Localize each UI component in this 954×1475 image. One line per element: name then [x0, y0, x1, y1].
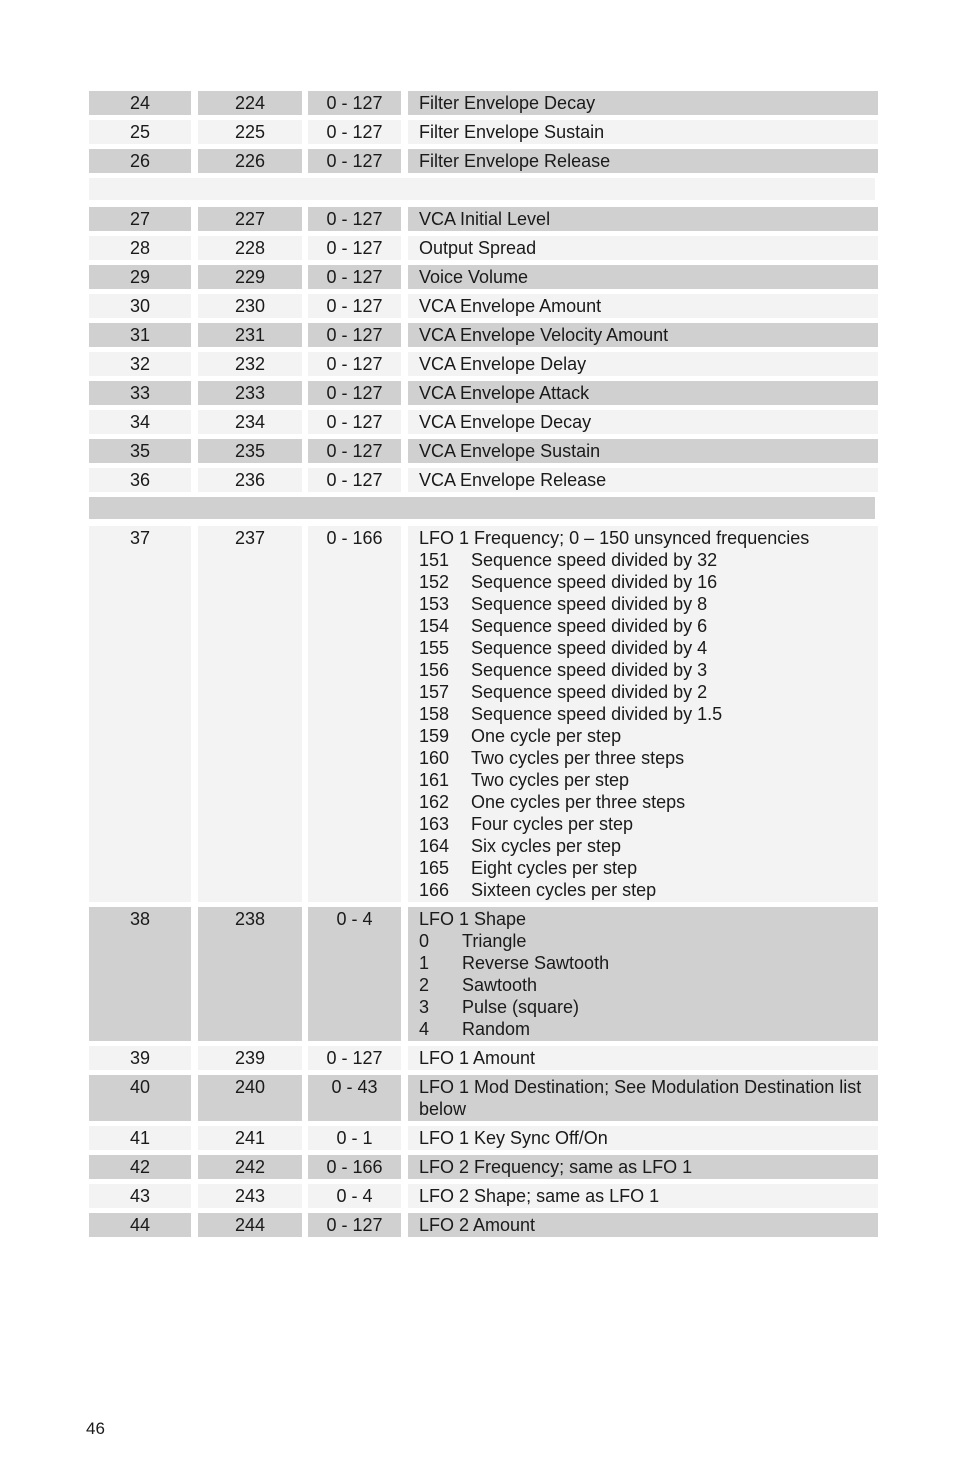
option-label: Sawtooth [462, 975, 538, 995]
option-code: 163 [419, 814, 450, 834]
option-item [419, 725, 872, 747]
table-row [89, 323, 878, 347]
table-row [89, 439, 878, 463]
sysex-cell: 224 [198, 91, 302, 115]
range-cell: 0 - 127 [308, 410, 401, 434]
option-item [419, 996, 872, 1018]
table-row [89, 352, 878, 376]
nrpn-cell: 34 [89, 410, 191, 434]
option-item [419, 1018, 872, 1040]
description-cell: Filter Envelope Decay [408, 91, 878, 115]
option-label: Triangle [462, 931, 527, 951]
range-cell: 0 - 127 [308, 91, 401, 115]
sysex-cell: 230 [198, 294, 302, 318]
description-cell: Filter Envelope Sustain [408, 120, 878, 144]
option-code: 157 [419, 682, 450, 702]
table-row [89, 1126, 878, 1150]
option-code: 151 [419, 550, 450, 570]
range-cell: 0 - 127 [308, 294, 401, 318]
range-cell: 0 - 127 [308, 468, 401, 492]
option-code: 156 [419, 660, 450, 680]
option-label: Pulse (square) [462, 997, 580, 1017]
option-item [419, 637, 872, 659]
sysex-cell: 227 [198, 207, 302, 231]
sysex-cell: 226 [198, 149, 302, 173]
description-cell: LFO 1 Amount [408, 1046, 878, 1070]
table-row [89, 265, 878, 289]
range-cell: 0 - 127 [308, 439, 401, 463]
description-text: LFO 1 Frequency; 0 – 150 unsynced frequencies [419, 528, 810, 548]
option-item [419, 930, 872, 952]
option-label: Two cycles per three steps [471, 748, 685, 768]
option-code: 155 [419, 638, 450, 658]
option-item [419, 952, 872, 974]
sysex-cell: 232 [198, 352, 302, 376]
description-cell: LFO 1 Mod Destination; See Modulation Destination list below [408, 1075, 878, 1121]
description-cell: LFO 2 Amount [408, 1213, 878, 1237]
range-cell: 0 - 127 [308, 381, 401, 405]
option-item [419, 974, 872, 996]
option-code: 0 [419, 931, 430, 951]
sysex-cell: 233 [198, 381, 302, 405]
option-item [419, 769, 872, 791]
range-cell: 0 - 1 [308, 1126, 401, 1150]
table-row [89, 149, 878, 173]
option-label: Sixteen cycles per step [471, 880, 657, 900]
option-label: Six cycles per step [471, 836, 622, 856]
nrpn-cell: 40 [89, 1075, 191, 1121]
nrpn-cell: 32 [89, 352, 191, 376]
table-row [89, 1046, 878, 1070]
nrpn-cell: 29 [89, 265, 191, 289]
range-cell: 0 - 166 [308, 1155, 401, 1179]
description-cell: Output Spread [408, 236, 878, 260]
description-cell: VCA Initial Level [408, 207, 878, 231]
option-code: 166 [419, 880, 450, 900]
table-row [89, 526, 878, 902]
nrpn-cell: 27 [89, 207, 191, 231]
option-item [419, 747, 872, 769]
sysex-cell: 244 [198, 1213, 302, 1237]
page-number: 46 [86, 1419, 105, 1438]
nrpn-cell: 31 [89, 323, 191, 347]
nrpn-cell: 43 [89, 1184, 191, 1208]
sysex-cell: 235 [198, 439, 302, 463]
description-text: LFO 1 Shape [419, 909, 527, 929]
table-row [89, 236, 878, 260]
sysex-cell: 241 [198, 1126, 302, 1150]
nrpn-cell: 28 [89, 236, 191, 260]
nrpn-cell: 42 [89, 1155, 191, 1179]
description-cell: VCA Envelope Decay [408, 410, 878, 434]
option-code: 161 [419, 770, 450, 790]
range-cell: 0 - 127 [308, 1213, 401, 1237]
range-cell: 0 - 127 [308, 149, 401, 173]
table-row [89, 381, 878, 405]
sysex-cell: 243 [198, 1184, 302, 1208]
sysex-cell: 236 [198, 468, 302, 492]
option-label: One cycle per step [471, 726, 622, 746]
table-row [89, 1075, 878, 1121]
sysex-cell: 242 [198, 1155, 302, 1179]
option-item [419, 879, 872, 901]
section-divider [89, 497, 875, 519]
option-item [419, 571, 872, 593]
range-cell: 0 - 127 [308, 265, 401, 289]
description-cell: VCA Envelope Delay [408, 352, 878, 376]
description-cell: Filter Envelope Release [408, 149, 878, 173]
table-row [89, 907, 878, 1041]
description-cell [408, 907, 878, 1041]
option-item [419, 549, 872, 571]
nrpn-cell: 37 [89, 526, 191, 902]
description-cell: LFO 1 Key Sync Off/On [408, 1126, 878, 1150]
description-cell: VCA Envelope Velocity Amount [408, 323, 878, 347]
description-cell [408, 526, 878, 902]
nrpn-cell: 33 [89, 381, 191, 405]
option-code: 164 [419, 836, 450, 856]
table-row [89, 1213, 878, 1237]
table-row [89, 410, 878, 434]
option-label: Sequence speed divided by 16 [471, 572, 718, 592]
table-row [89, 1155, 878, 1179]
option-label: Sequence speed divided by 4 [471, 638, 708, 658]
option-code: 165 [419, 858, 450, 878]
option-item [419, 813, 872, 835]
table-row [89, 468, 878, 492]
option-item [419, 659, 872, 681]
nrpn-cell: 24 [89, 91, 191, 115]
range-cell: 0 - 127 [308, 207, 401, 231]
nrpn-cell: 26 [89, 149, 191, 173]
range-cell: 0 - 127 [308, 120, 401, 144]
table-row [89, 207, 878, 231]
table-row [89, 120, 878, 144]
sysex-cell: 231 [198, 323, 302, 347]
nrpn-cell: 30 [89, 294, 191, 318]
description-cell: LFO 2 Frequency; same as LFO 1 [408, 1155, 878, 1179]
option-code: 162 [419, 792, 450, 812]
range-cell: 0 - 127 [308, 1046, 401, 1070]
option-label: Two cycles per step [471, 770, 630, 790]
option-item [419, 835, 872, 857]
option-label: Random [462, 1019, 531, 1039]
description-cell: Voice Volume [408, 265, 878, 289]
nrpn-cell: 41 [89, 1126, 191, 1150]
description-cell: VCA Envelope Sustain [408, 439, 878, 463]
range-cell: 0 - 127 [308, 352, 401, 376]
description-cell: VCA Envelope Release [408, 468, 878, 492]
option-code: 1 [419, 953, 430, 973]
sysex-cell: 229 [198, 265, 302, 289]
option-item [419, 681, 872, 703]
table-row [89, 91, 878, 115]
sysex-cell: 234 [198, 410, 302, 434]
nrpn-cell: 35 [89, 439, 191, 463]
option-item [419, 791, 872, 813]
range-cell: 0 - 4 [308, 1184, 401, 1208]
option-label: Sequence speed divided by 3 [471, 660, 708, 680]
table-row [89, 1184, 878, 1208]
nrpn-cell: 36 [89, 468, 191, 492]
option-code: 154 [419, 616, 450, 636]
option-label: Four cycles per step [471, 814, 634, 834]
sysex-cell: 228 [198, 236, 302, 260]
option-code: 153 [419, 594, 450, 614]
option-label: Sequence speed divided by 1.5 [471, 704, 723, 724]
nrpn-cell: 39 [89, 1046, 191, 1070]
range-cell: 0 - 43 [308, 1075, 401, 1121]
section-divider [89, 178, 875, 200]
option-code: 4 [419, 1019, 430, 1039]
range-cell: 0 - 127 [308, 323, 401, 347]
option-item [419, 593, 872, 615]
option-code: 2 [419, 975, 430, 995]
parameter-table [89, 91, 878, 1242]
option-label: Sequence speed divided by 8 [471, 594, 708, 614]
range-cell: 0 - 4 [308, 907, 401, 1041]
sysex-cell: 238 [198, 907, 302, 1041]
sysex-cell: 239 [198, 1046, 302, 1070]
option-code: 3 [419, 997, 430, 1017]
range-cell: 0 - 127 [308, 236, 401, 260]
option-label: Reverse Sawtooth [462, 953, 610, 973]
option-code: 158 [419, 704, 450, 724]
range-cell: 0 - 166 [308, 526, 401, 902]
sysex-cell: 225 [198, 120, 302, 144]
option-label: Sequence speed divided by 6 [471, 616, 708, 636]
nrpn-cell: 38 [89, 907, 191, 1041]
sysex-cell: 237 [198, 526, 302, 902]
option-item [419, 857, 872, 879]
option-label: One cycles per three steps [471, 792, 686, 812]
option-item [419, 703, 872, 725]
nrpn-cell: 25 [89, 120, 191, 144]
description-cell: VCA Envelope Attack [408, 381, 878, 405]
option-item [419, 615, 872, 637]
table-row [89, 294, 878, 318]
option-label: Sequence speed divided by 32 [471, 550, 718, 570]
description-cell: VCA Envelope Amount [408, 294, 878, 318]
option-code: 159 [419, 726, 450, 746]
nrpn-cell: 44 [89, 1213, 191, 1237]
option-label: Sequence speed divided by 2 [471, 682, 708, 702]
option-code: 152 [419, 572, 450, 592]
option-code: 160 [419, 748, 450, 768]
sysex-cell: 240 [198, 1075, 302, 1121]
option-label: Eight cycles per step [471, 858, 638, 878]
description-cell: LFO 2 Shape; same as LFO 1 [408, 1184, 878, 1208]
